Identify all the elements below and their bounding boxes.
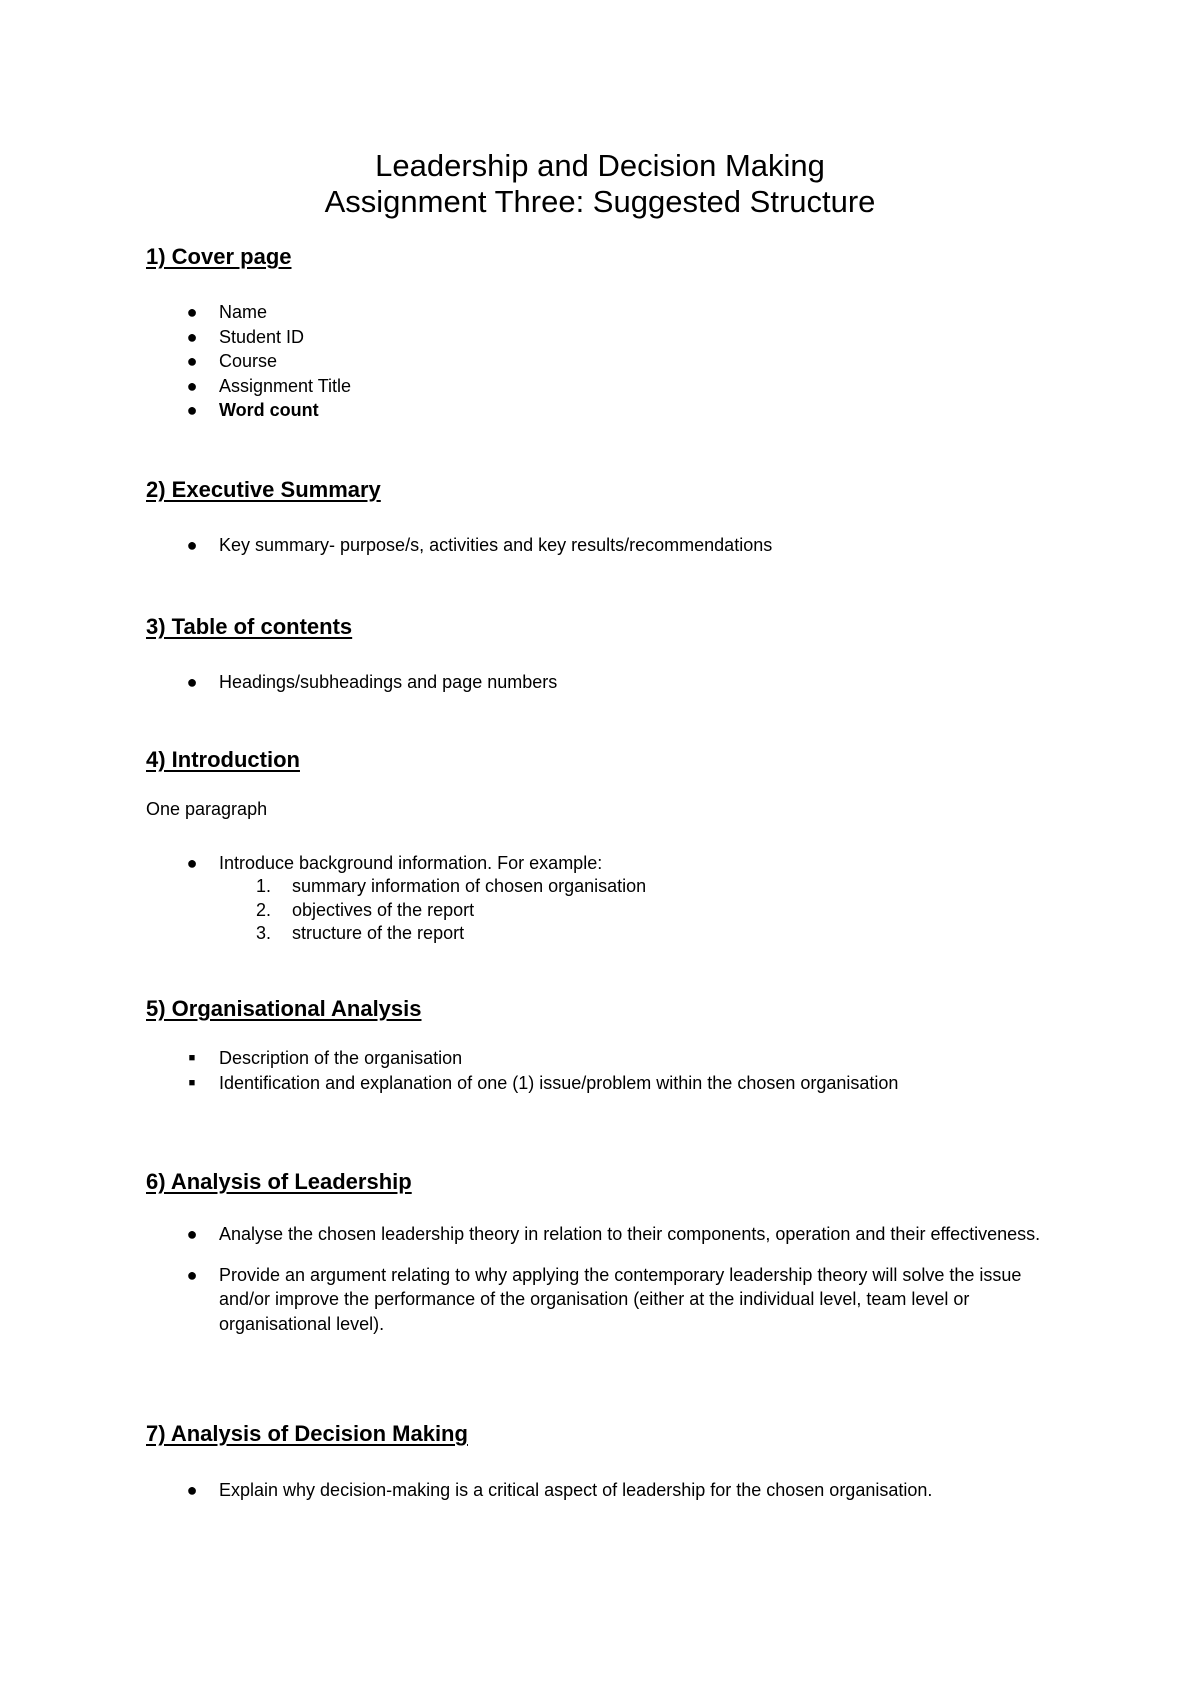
- bullet-icon: ●: [186, 400, 198, 420]
- section-heading-introduction: 4) Introduction: [146, 747, 300, 772]
- numbered-item: 1. summary information of chosen organisation: [256, 876, 647, 896]
- list-item: ● Analyse the chosen leadership theory in relation to their components, operation and their effectiveness.: [0, 1222, 1059, 1247]
- section-heading-cover-page: 1) Cover page: [146, 244, 292, 269]
- list-item: ● Course: [0, 349, 1059, 374]
- bullet-icon: ●: [186, 326, 198, 347]
- introduction-numbered-list: [0, 875, 646, 946]
- section-heading-table-of-contents: 3) Table of contents: [146, 614, 353, 639]
- list-item: ● Provide an argument relating to why applying the contemporary leadership theory will solve the issue and/or improve the performance of the organisation (either at the individual level, team level or organisational level).: [186, 1264, 1022, 1334]
- introduction-list: [0, 851, 1059, 876]
- document-title: Leadership and Decision Making: [375, 148, 825, 183]
- table-of-contents-list: [0, 670, 1059, 695]
- analysis-of-decision-making-list: [0, 1478, 1059, 1503]
- bullet-icon: ●: [186, 535, 198, 555]
- list-item: ● Assignment Title: [0, 374, 1059, 399]
- analysis-of-leadership-list: [0, 1222, 1059, 1336]
- square-bullet-icon: ■: [188, 1076, 196, 1089]
- bullet-icon: ●: [186, 351, 198, 371]
- list-item: ■ Identification and explanation of one (1) issue/problem within the chosen organisation: [0, 1071, 1059, 1096]
- introduction-paragraph: One paragraph: [146, 799, 268, 819]
- numbered-item: 3. structure of the report: [256, 923, 465, 943]
- executive-summary-list: [0, 533, 1059, 558]
- list-item: ● Name: [0, 300, 1059, 325]
- list-item: ● Student ID: [0, 325, 1059, 350]
- list-item: ● Explain why decision-making is a critical aspect of leadership for the chosen organisation.: [0, 1478, 1059, 1503]
- organisational-analysis-list: [0, 1046, 1059, 1095]
- document-subtitle: Assignment Three: Suggested Structure: [324, 184, 876, 219]
- list-item: ● Headings/subheadings and page numbers: [0, 670, 1059, 695]
- bullet-icon: ●: [186, 1224, 198, 1244]
- list-item: ● Introduce background information. For example:: [0, 851, 1059, 876]
- bullet-icon: ●: [186, 1480, 198, 1500]
- cover-page-list: [0, 300, 1059, 423]
- bullet-icon: ●: [186, 302, 198, 322]
- numbered-item: 2. objectives of the report: [256, 899, 475, 920]
- list-item: ■ Description of the organisation: [0, 1046, 1059, 1071]
- section-heading-executive-summary: 2) Executive Summary: [146, 477, 381, 502]
- list-item: ● Word count: [0, 398, 1059, 423]
- list-item: ● Key summary- purpose/s, activities and key results/recommendations: [0, 533, 1059, 558]
- section-heading-organisational-analysis: 5) Organisational Analysis: [146, 996, 422, 1021]
- section-heading-analysis-of-leadership: 6) Analysis of Leadership: [146, 1169, 412, 1194]
- bullet-icon: ●: [186, 672, 198, 692]
- bullet-icon: ●: [186, 375, 198, 396]
- square-bullet-icon: ■: [188, 1052, 196, 1064]
- bullet-icon: ●: [186, 853, 198, 873]
- section-heading-analysis-of-decision-making: 7) Analysis of Decision Making: [146, 1421, 468, 1446]
- bullet-icon: ●: [186, 1264, 198, 1285]
